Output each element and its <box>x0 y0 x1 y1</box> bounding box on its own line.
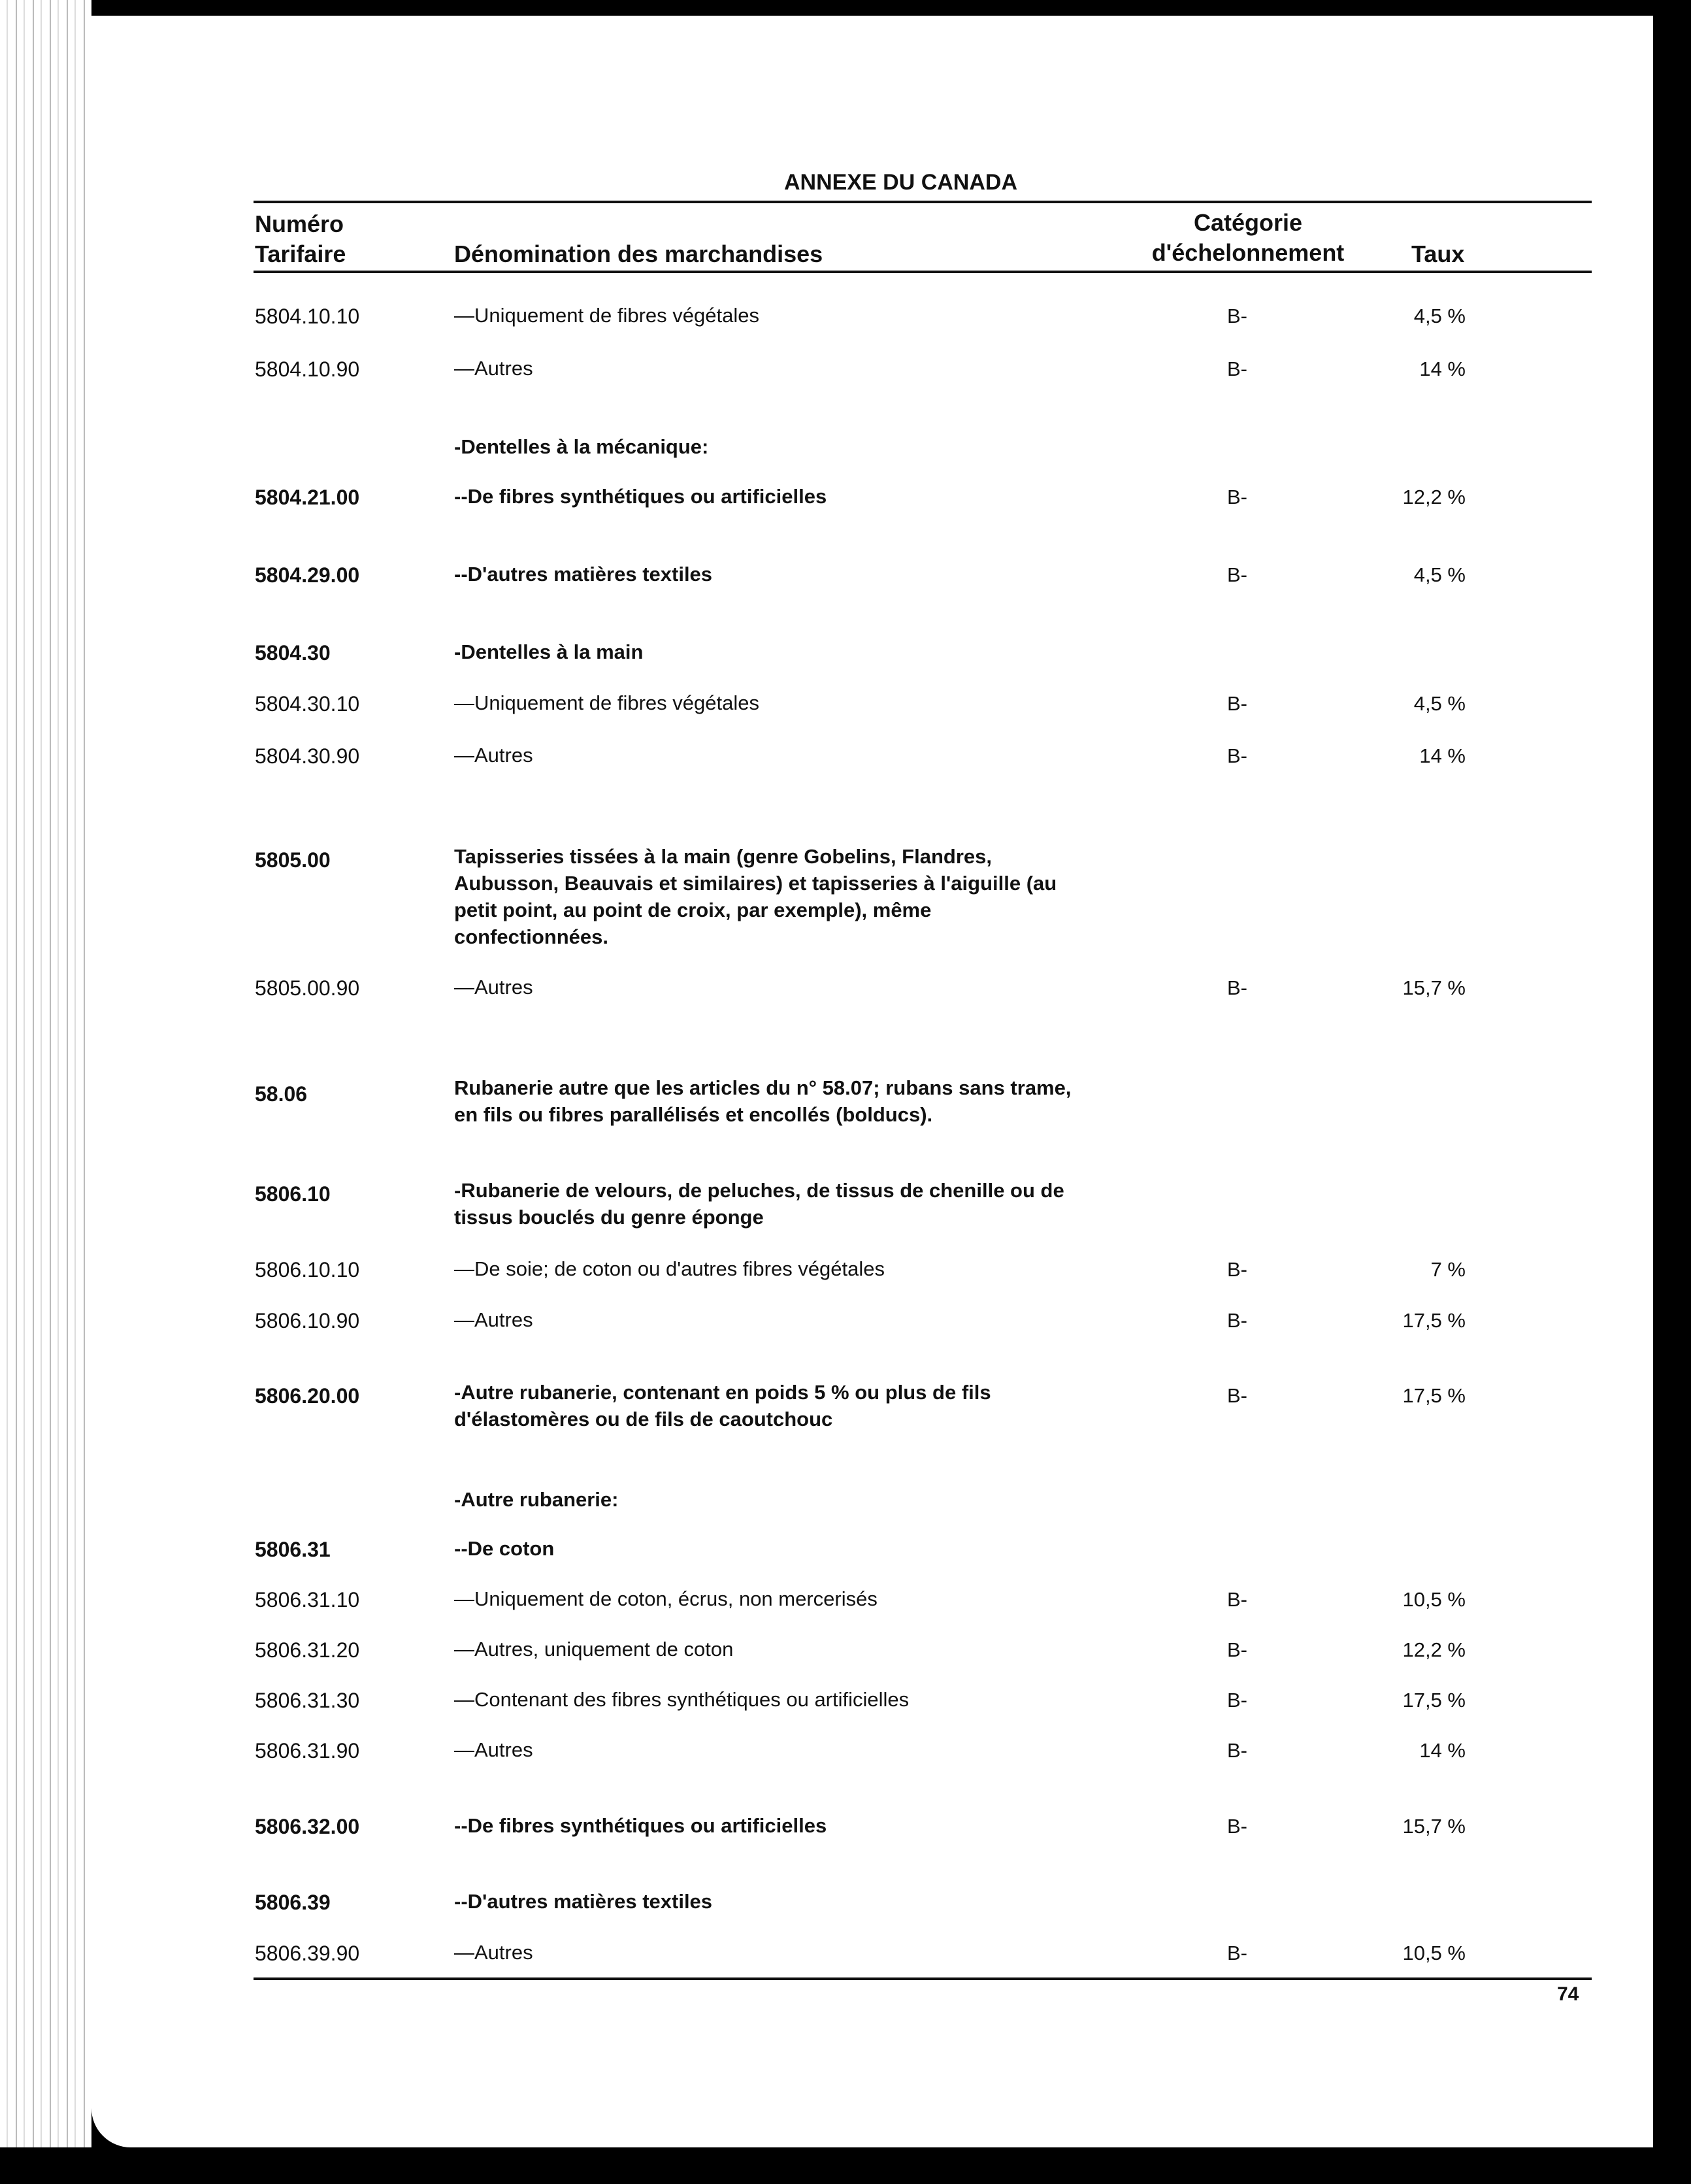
table-row-category: B- <box>1227 563 1247 586</box>
table-row-code: 5806.31.10 <box>255 1588 360 1612</box>
table-row-description: --De coton <box>454 1537 555 1560</box>
table-row-rate: 4,5 % <box>1413 692 1466 715</box>
table-row-code: 5805.00.90 <box>255 976 360 1000</box>
table-row-description: —Autres <box>454 1738 533 1761</box>
scan-left-margin <box>0 0 91 2184</box>
table-row-code: 5804.29.00 <box>255 563 360 587</box>
table-row-category: B- <box>1227 1689 1247 1712</box>
table-row-category: B- <box>1227 744 1247 767</box>
table-row-category: B- <box>1227 486 1247 508</box>
header-tariff-line2: Tarifaire <box>255 240 346 267</box>
table-row-rate: 12,2 % <box>1402 1638 1466 1661</box>
table-row-description: —Uniquement de coton, écrus, non mercerisés <box>454 1587 878 1610</box>
table-row-description: -Dentelles à la mécanique: <box>454 435 709 458</box>
header-tariff-number <box>255 209 346 269</box>
table-row-code: 5806.10.90 <box>255 1309 360 1332</box>
header-category <box>1137 208 1359 268</box>
table-row-category: B- <box>1227 357 1247 380</box>
table-row-category: B- <box>1227 976 1247 999</box>
header-description: Dénomination des marchandises <box>454 240 823 267</box>
table-row-code: 5806.39 <box>255 1891 331 1914</box>
table-row-description: —Autres <box>454 357 533 380</box>
table-row-rate: 15,7 % <box>1402 1815 1466 1838</box>
table-row-code: 5806.31.30 <box>255 1689 360 1712</box>
footer-rule <box>254 1977 1592 1980</box>
header-rate: Taux <box>1411 240 1465 267</box>
table-row-category: B- <box>1227 1815 1247 1838</box>
table-row-rate: 17,5 % <box>1402 1689 1466 1712</box>
table-row-category: B- <box>1227 305 1247 327</box>
scan-bottom-border <box>0 2147 1691 2184</box>
table-row-category: B- <box>1227 1942 1247 1964</box>
table-row-code: 5806.31.90 <box>255 1739 360 1762</box>
header-category-line1: Catégorie <box>1193 209 1303 236</box>
table-row-code: 5804.10.90 <box>255 357 360 381</box>
table-row-description: —Uniquement de fibres végétales <box>454 304 759 327</box>
table-row-code: 5804.30.10 <box>255 692 360 716</box>
table-row-description: —Autres <box>454 976 533 999</box>
table-row-description: —Contenant des fibres synthétiques ou artificielles <box>454 1688 910 1711</box>
scan-right-border <box>1653 16 1691 2184</box>
table-row-category: B- <box>1227 1638 1247 1661</box>
table-row-code: 5806.10 <box>255 1182 331 1206</box>
table-row-rate: 7 % <box>1430 1258 1466 1281</box>
table-row-category: B- <box>1227 1384 1247 1407</box>
table-row-code: 5806.31.20 <box>255 1638 360 1662</box>
table-row-category: B- <box>1227 1588 1247 1611</box>
table-row-description: --D'autres matières textiles <box>454 563 713 586</box>
header-tariff-line1: Numéro <box>255 210 344 237</box>
table-row-rate: 12,2 % <box>1402 486 1466 508</box>
table-row-code: 5804.30 <box>255 641 331 665</box>
header-category-line2: d'échelonnement <box>1151 239 1345 266</box>
document-title: ANNEXE DU CANADA <box>784 170 1018 195</box>
page-number: 74 <box>1557 1983 1579 2005</box>
table-row-rate: 10,5 % <box>1402 1942 1466 1964</box>
table-row-description: Rubanerie autre que les articles du n° 58.07; rubans sans trame, en fils ou fibres parallélisés et encollés (bolducs). <box>454 1076 1072 1126</box>
table-row-code: 5806.20.00 <box>255 1384 360 1408</box>
table-row-rate: 15,7 % <box>1402 976 1466 999</box>
table-row-rate: 14 % <box>1419 744 1466 767</box>
table-row-description: -Dentelles à la main <box>454 640 644 663</box>
table-row-description: —Autres <box>454 1308 533 1331</box>
table-row-description: --De fibres synthétiques ou artificielles <box>454 485 827 508</box>
table-row-description: —Uniquement de fibres végétales <box>454 691 759 714</box>
table-row-rate: 4,5 % <box>1413 563 1466 586</box>
table-row-category: B- <box>1227 1309 1247 1332</box>
table-row-rate: 17,5 % <box>1402 1384 1466 1407</box>
table-row-category: B- <box>1227 1258 1247 1281</box>
table-row-description: -Autre rubanerie: <box>454 1488 619 1511</box>
table-row-rate: 14 % <box>1419 1739 1466 1762</box>
table-row-description: -Autre rubanerie, contenant en poids 5 % ou plus de fils d'élastomères ou de fils de caoutchouc <box>454 1381 991 1431</box>
table-row-code: 58.06 <box>255 1082 308 1106</box>
table-row-description: —De soie; de coton ou d'autres fibres végétales <box>454 1257 885 1280</box>
table-row-code: 5806.32.00 <box>255 1815 360 1838</box>
table-row-rate: 4,5 % <box>1413 305 1466 327</box>
table-row-category: B- <box>1227 692 1247 715</box>
table-row-category: B- <box>1227 1739 1247 1762</box>
table-row-description: —Autres <box>454 744 533 767</box>
table-row-description: Tapisseries tissées à la main (genre Gobelins, Flandres, Aubusson, Beauvais et similaires) et tapisseries à l'aiguille (au petit point, au point de croix, par exemple), même confectionnées. <box>454 845 1057 948</box>
table-row-code: 5804.30.90 <box>255 744 360 768</box>
header-rule <box>254 271 1592 273</box>
table-row-code: 5804.10.10 <box>255 305 360 328</box>
table-row-code: 5805.00 <box>255 848 331 872</box>
table-row-description: —Autres, uniquement de coton <box>454 1638 734 1661</box>
table-row-rate: 10,5 % <box>1402 1588 1466 1611</box>
table-row-code: 5806.31 <box>255 1538 331 1561</box>
table-row-code: 5806.39.90 <box>255 1942 360 1965</box>
table-row-code: 5806.10.10 <box>255 1258 360 1282</box>
table-row-description: --D'autres matières textiles <box>454 1890 713 1913</box>
table-row-rate: 14 % <box>1419 357 1466 380</box>
title-rule <box>254 201 1592 203</box>
table-row-description: -Rubanerie de velours, de peluches, de tissus de chenille ou de tissus bouclés du genre éponge <box>454 1179 1064 1229</box>
table-row-description: --De fibres synthétiques ou artificielles <box>454 1814 827 1837</box>
table-row-code: 5804.21.00 <box>255 486 360 509</box>
table-row-rate: 17,5 % <box>1402 1309 1466 1332</box>
table-row-description: —Autres <box>454 1941 533 1964</box>
